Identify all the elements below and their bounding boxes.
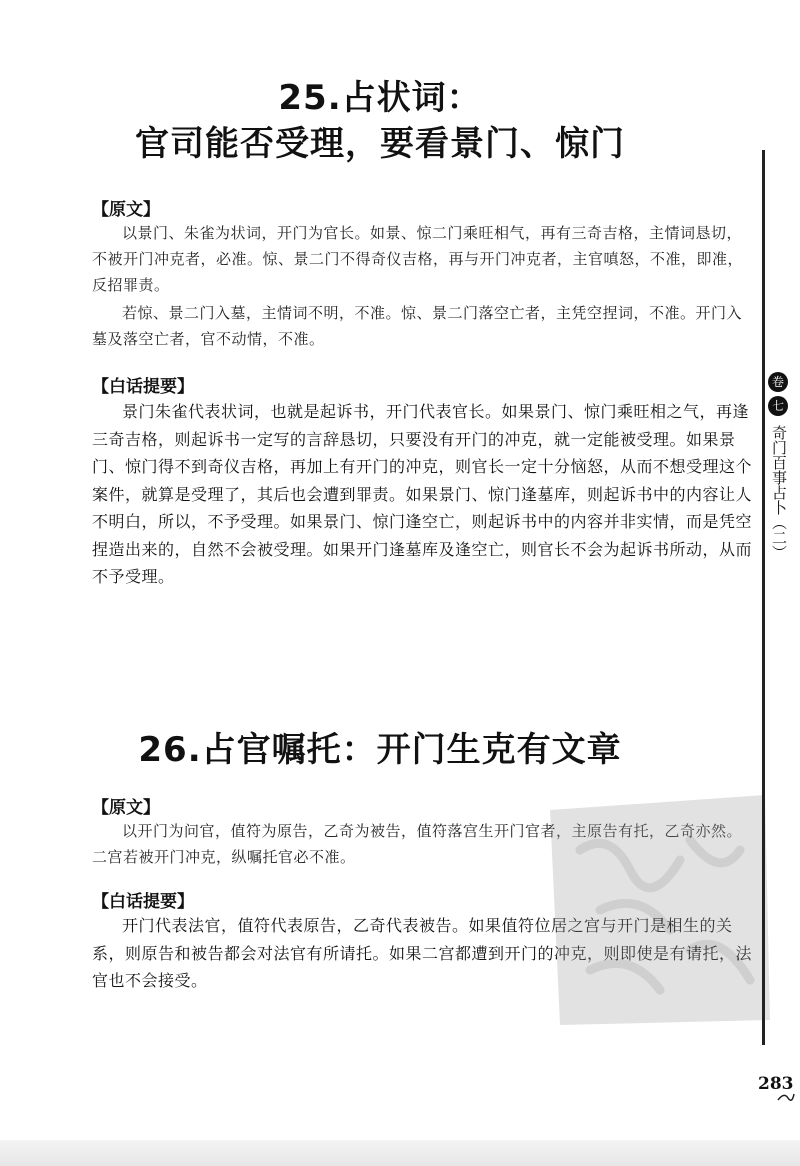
section-25-baihua-label: 【白话提要】 xyxy=(92,377,194,397)
chapter-running-title: 奇门百事占卜（二） xyxy=(770,425,788,560)
watermark-stamp xyxy=(540,790,775,1030)
volume-badge-2: 七 xyxy=(768,396,788,416)
section-26-title: 26.占官嘱托：开门生克有文章 xyxy=(138,730,622,770)
section-25-baihua-paragraph: 景门朱雀代表状词，也就是起诉书，开门代表官长。如果景门、惊门乘旺相之气，再逢三奇吉格，则起诉书一定写的言辞恳切，只要没有开门的冲克，就一定能被受理。如果景门、惊门得不到奇仪吉格，再加上有开门的冲克，则官长一定十分恼怒，从而不想受理这个案件，就算是受理了，其后也会遭到罪责。如果景门、惊门逢墓库，则起诉书中的内容让人不明白，所以，不予受理。如果景门、惊门逢空亡，则起诉书中的内容并非实情，而是凭空捏造出来的，自然不会被受理。如果开门逢墓库及逢空亡，则官长不会为起诉书所动，从而不予受理。 xyxy=(92,402,753,586)
swirl-ornament-icon xyxy=(776,1090,796,1104)
section-26-yuanwen-label: 【原文】 xyxy=(92,798,160,818)
section-26-baihua-label: 【白话提要】 xyxy=(92,892,194,912)
scan-bottom-band xyxy=(0,1140,800,1166)
section-25-title-line2: 官司能否受理，要看景门、惊门 xyxy=(135,124,625,164)
section-25-yuanwen-paragraph-2: 若惊、景二门入墓，主情词不明，不准。惊、景二门落空亡者，主凭空捏词，不准。开门入墓及落空亡者，官不动情，不准。 xyxy=(92,304,743,348)
section-26-yuanwen-paragraph: 以开门为问官，值符为原告，乙奇为被告，值符落宫生开门官者，主原告有托，乙奇亦然。二宫若被开门冲克，纵嘱托官必不准。 xyxy=(92,822,743,866)
section-25-yuanwen-label: 【原文】 xyxy=(92,200,160,220)
volume-badges xyxy=(768,372,790,420)
sidebar-rule xyxy=(762,150,765,1045)
section-25-title-line1: 25.占状词： xyxy=(278,78,482,118)
section-25-yuanwen-paragraph-1: 以景门、朱雀为状词，开门为官长。如景、惊二门乘旺相气，再有三奇吉格，主情词恳切，不被开门冲克者，必准。惊、景二门不得奇仪吉格，再与开门冲克者，主官嗔怒，不准，即准，反招罪责。 xyxy=(92,224,744,294)
page-number: 283 xyxy=(758,1074,794,1094)
volume-badge-1: 卷 xyxy=(768,372,788,392)
section-26-baihua-paragraph: 开门代表法官，值符代表原告，乙奇代表被告。如果值符位居之宫与开门是相生的关系，则原告和被告都会对法官有所请托。如果二宫都遭到开门的冲克，则即使是有请托，法官也不会接受。 xyxy=(92,916,753,990)
